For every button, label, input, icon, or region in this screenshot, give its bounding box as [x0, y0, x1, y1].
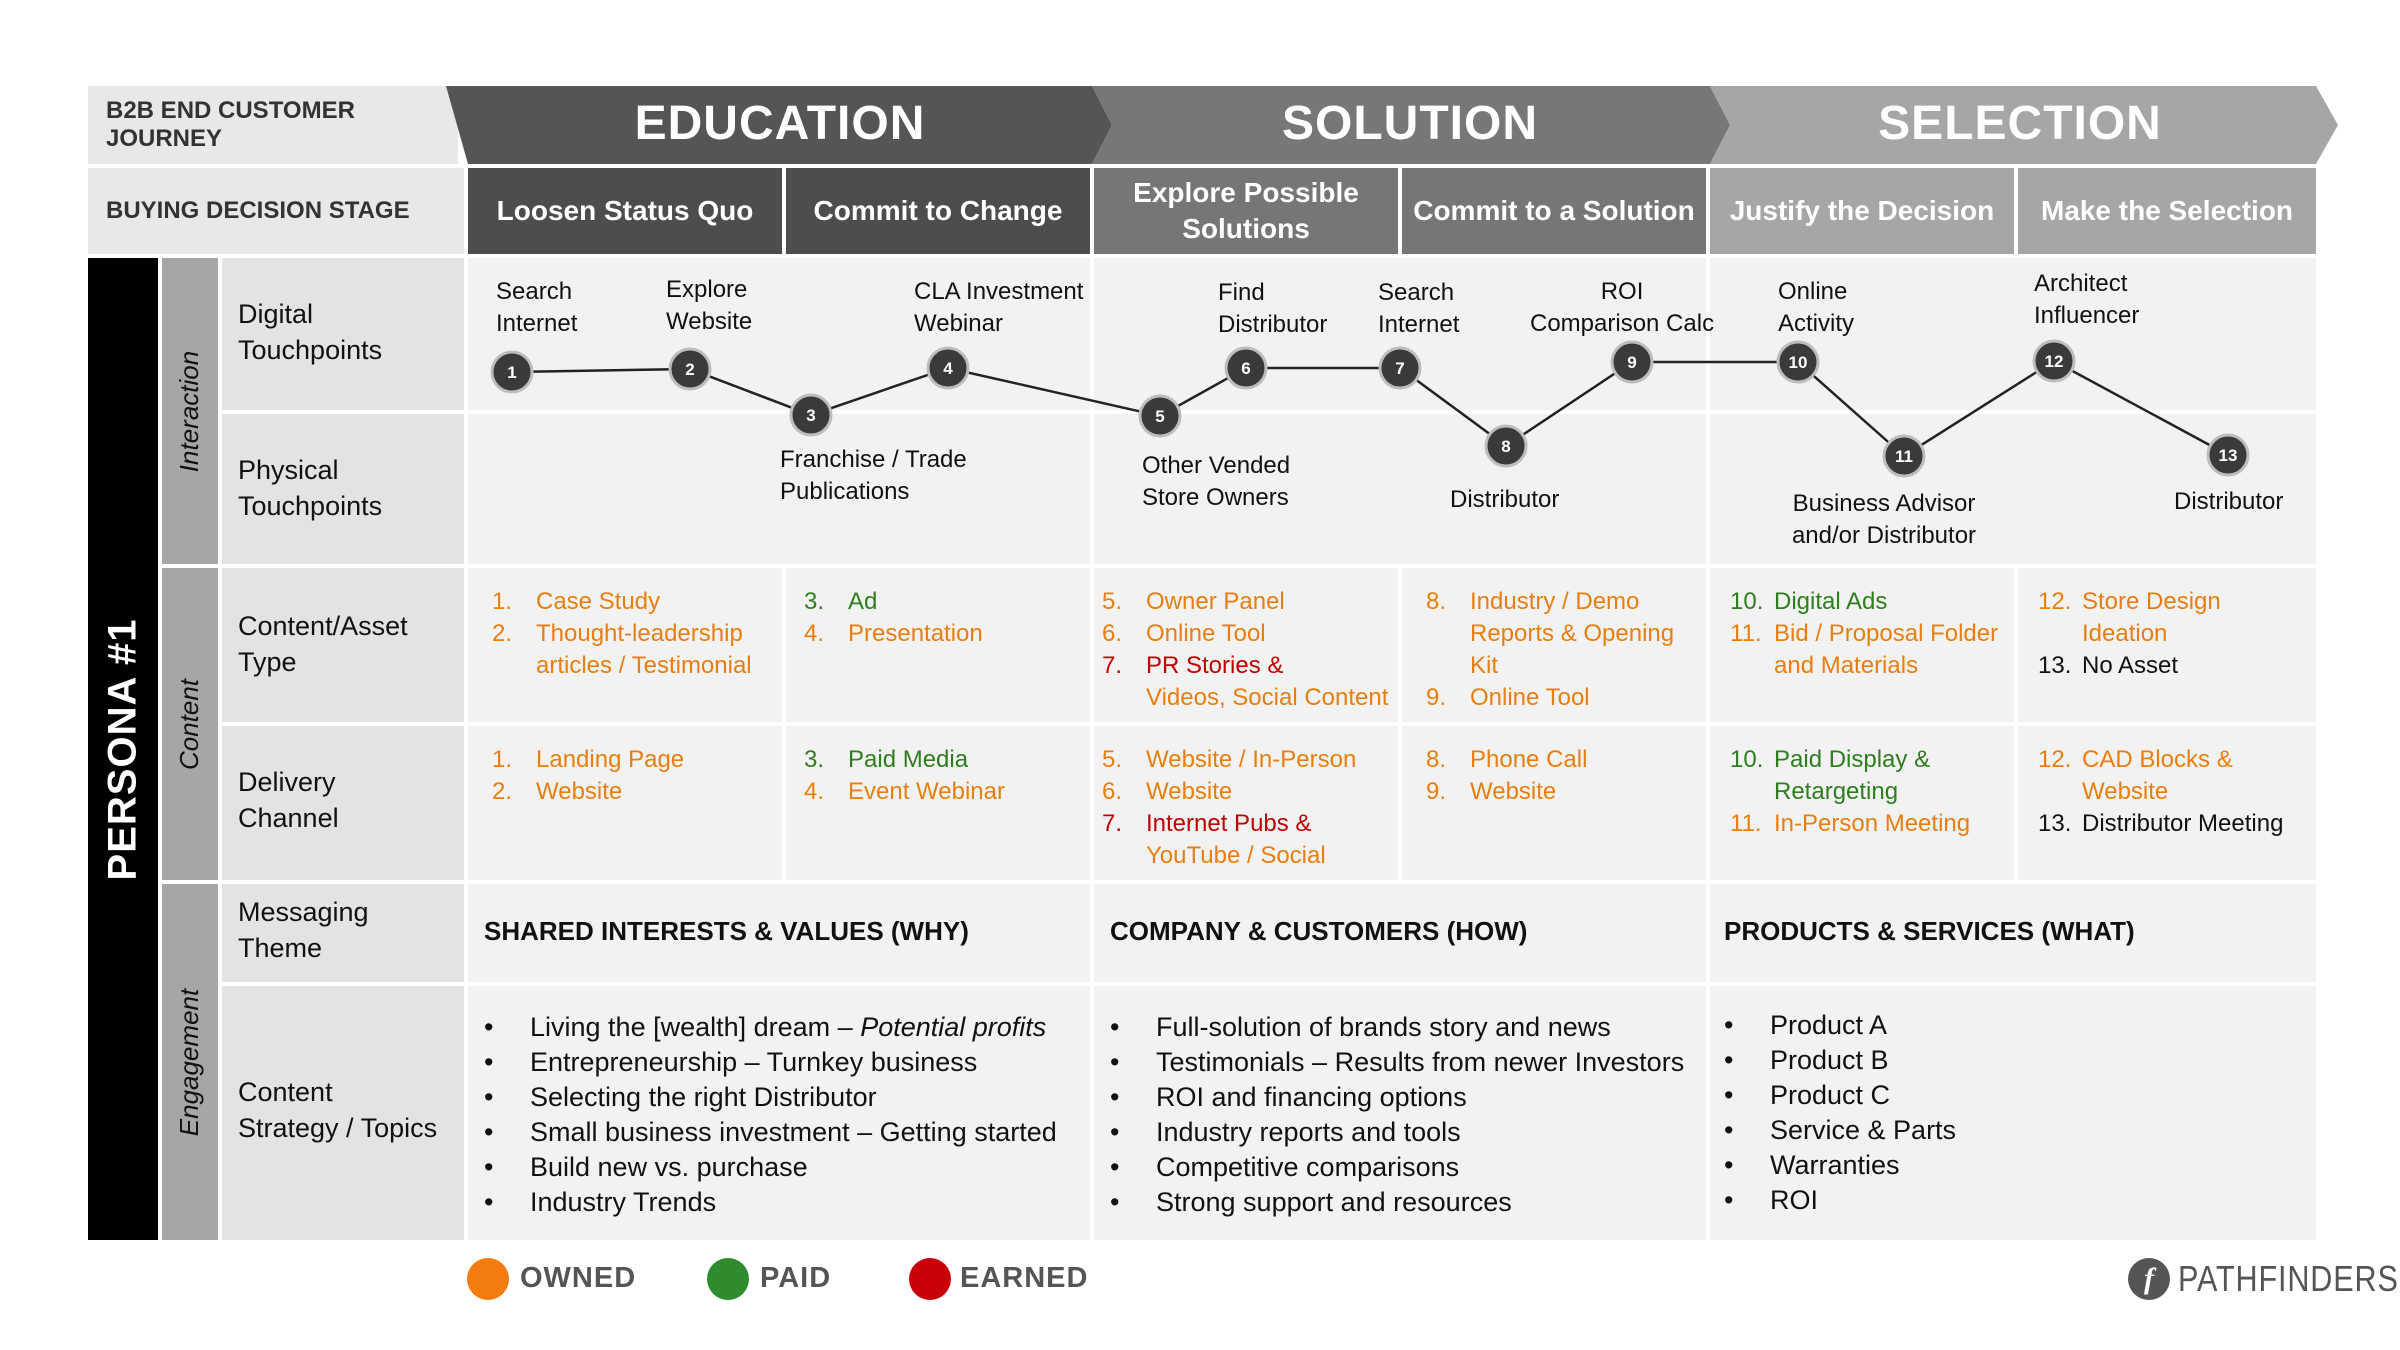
list-item: 3. Ad [804, 588, 878, 615]
touchpoint-number-11: 11 [1895, 447, 1913, 466]
list-item: 12. Store Design Ideation [2038, 588, 2221, 647]
list-item: • Competitive comparisons [1110, 1150, 1706, 1185]
list-item: • Small business investment – Getting started [484, 1115, 1084, 1150]
list-item: • Living the [wealth] dream – Potential profits [484, 1010, 1084, 1045]
touchpoint-number-4: 4 [943, 359, 953, 378]
phase-selection: SELECTION [1878, 97, 2162, 150]
legend-paid-dot [707, 1258, 749, 1300]
phase-solution: SOLUTION [1282, 97, 1538, 150]
list-item: 13. No Asset [2038, 652, 2179, 679]
touchpoint-number-12: 12 [2044, 352, 2064, 371]
list-item: 4. Event Webinar [804, 778, 1005, 805]
stage-commit-to-change: Commit to Change [786, 168, 1090, 254]
content-type-list-5 [1730, 586, 2018, 682]
list-item: 8. Phone Call [1426, 746, 1588, 773]
stage-justify-decision: Justify the Decision [1710, 168, 2014, 254]
stage-loosen-status-quo: Loosen Status Quo [468, 168, 782, 254]
list-item: • Entrepreneurship – Turnkey business [484, 1045, 1084, 1080]
stage-make-selection: Make the Selection [2018, 168, 2316, 254]
touchpoint-label-1: Search Internet [496, 278, 578, 337]
list-item: 2. Thought-leadership articles / Testimonial [492, 620, 752, 679]
touchpoint-number-7: 7 [1395, 359, 1405, 378]
list-item: 6. Website [1102, 778, 1233, 805]
pathfinders-logo-icon: f [2128, 1258, 2170, 1300]
list-item: 1. Case Study [492, 588, 661, 615]
list-item: 10. Paid Display & Retargeting [1730, 746, 1931, 805]
touchpoint-label-7: Search Internet [1378, 279, 1460, 338]
content-type-list-1 [492, 586, 778, 682]
delivery-list-4 [1426, 744, 1706, 808]
stage-commit-to-solution: Commit to a Solution [1402, 168, 1706, 254]
list-item: 9. Online Tool [1426, 684, 1590, 711]
list-item: • Warranties [1724, 1148, 2314, 1183]
list-item: 6. Online Tool [1102, 620, 1266, 647]
legend-owned-label: OWNED [520, 1262, 637, 1294]
phase-education: EDUCATION [634, 97, 926, 150]
delivery-list-5 [1730, 744, 2018, 840]
touchpoint-line [512, 361, 2228, 456]
row-label-physical: Physical Touchpoints [238, 455, 383, 521]
list-item: • Selecting the right Distributor [484, 1080, 1084, 1115]
list-item: 12. CAD Blocks & Website [2038, 746, 2233, 805]
touchpoint-number-2: 2 [685, 360, 695, 379]
touchpoint-number-8: 8 [1501, 437, 1511, 456]
list-item: 3. Paid Media [804, 746, 969, 773]
list-item: 13. Distributor Meeting [2038, 810, 2284, 837]
stage-label: BUYING DECISION STAGE [88, 168, 464, 254]
list-item: • ROI [1724, 1183, 2314, 1218]
legend-paid-label: PAID [760, 1262, 832, 1294]
delivery-list-2 [804, 744, 1084, 808]
group-engagement-label: Engagement [174, 988, 205, 1136]
strategy-list-education [484, 1010, 1084, 1220]
touchpoint-number-10: 10 [1788, 353, 1808, 372]
list-item: • Product C [1724, 1078, 2314, 1113]
touchpoint-label-12: Architect Influencer [2034, 270, 2140, 329]
list-item: • Full-solution of brands story and news [1110, 1010, 1706, 1045]
row-label-content-type: Content/Asset Type [238, 611, 408, 677]
list-item: • Product A [1724, 1008, 2314, 1043]
list-item: 11. In-Person Meeting [1730, 810, 1971, 837]
list-item: • Product B [1724, 1043, 2314, 1078]
row-label-delivery: Delivery Channel [238, 767, 339, 833]
list-item: 4. Presentation [804, 620, 983, 647]
list-item: • Industry Trends [484, 1185, 1084, 1220]
persona-label: PERSONA #1 [100, 618, 145, 880]
touchpoint-label-10: Online Activity [1778, 278, 1855, 337]
list-item: 7. Internet Pubs & YouTube / Social [1102, 810, 1326, 869]
legend-owned-dot [467, 1258, 509, 1300]
row-label-digital: Digital Touchpoints [238, 299, 383, 365]
row-label-messaging: Messaging Theme [238, 897, 369, 963]
list-item: 8. Industry / Demo Reports & Opening Kit [1426, 588, 1675, 679]
list-item: • Build new vs. purchase [484, 1150, 1084, 1185]
touchpoint-label-5: Other Vended Store Owners [1142, 452, 1291, 511]
strategy-list-solution [1110, 1010, 1706, 1220]
touchpoint-number-3: 3 [806, 406, 816, 425]
touchpoint-label-2: Explore Website [666, 276, 753, 335]
delivery-list-1 [492, 744, 778, 808]
list-item: 1. Landing Page [492, 746, 685, 773]
touchpoint-label-11: Business Advisor and/or Distributor [1791, 490, 1977, 549]
messaging-theme-what: PRODUCTS & SERVICES (WHAT) [1724, 916, 2135, 946]
touchpoint-label-6: Find Distributor [1218, 279, 1328, 338]
content-type-list-4 [1426, 586, 1706, 714]
touchpoint-label-9: ROI Comparison Calc [1530, 278, 1715, 337]
list-item: • Testimonials – Results from newer Investors [1110, 1045, 1706, 1080]
legend-earned-label: EARNED [960, 1262, 1089, 1294]
list-item: • Service & Parts [1724, 1113, 2314, 1148]
content-type-list-3 [1102, 586, 1398, 714]
touchpoint-label-13: Distributor [2174, 488, 2284, 515]
stage-explore-solutions: Explore Possible Solutions [1094, 168, 1398, 254]
list-item: 5. Website / In-Person [1102, 746, 1357, 773]
touchpoint-number-6: 6 [1241, 359, 1251, 378]
touchpoint-label-8: Distributor [1450, 486, 1560, 513]
journey-label: B2B END CUSTOMER JOURNEY [88, 86, 458, 164]
list-item: 9. Website [1426, 778, 1557, 805]
list-item: • Strong support and resources [1110, 1185, 1706, 1220]
list-item: 10. Digital Ads [1730, 588, 1888, 615]
italic-phrase: Potential profits [860, 1012, 1047, 1042]
list-item: 2. Website [492, 778, 623, 805]
legend-earned-dot [909, 1258, 951, 1300]
list-item: • Industry reports and tools [1110, 1115, 1706, 1150]
list-item: 11. Bid / Proposal Folder and Materials [1730, 620, 1999, 679]
touchpoint-label-4: CLA Investment Webinar [914, 278, 1084, 337]
delivery-list-6 [2038, 744, 2316, 840]
touchpoint-number-9: 9 [1627, 353, 1637, 372]
group-interaction-label: Interaction [174, 350, 205, 472]
touchpoint-number-5: 5 [1155, 407, 1165, 426]
strategy-list-selection [1724, 1008, 2314, 1218]
list-item: • ROI and financing options [1110, 1080, 1706, 1115]
list-item: 7. PR Stories & Videos, Social Content [1102, 652, 1389, 711]
group-content-label: Content [174, 678, 205, 770]
touchpoint-number-1: 1 [507, 363, 517, 382]
brand-name: PATHFINDERS [2178, 1258, 2399, 1299]
row-label-strategy: Content Strategy / Topics [238, 1077, 438, 1143]
list-item: 5. Owner Panel [1102, 588, 1285, 615]
delivery-list-3 [1102, 744, 1398, 872]
content-type-list-2 [804, 586, 1084, 650]
content-type-list-6 [2038, 586, 2316, 682]
touchpoint-number-13: 13 [2218, 446, 2238, 465]
touchpoint-label-3: Franchise / Trade Publications [780, 446, 967, 505]
messaging-theme-how: COMPANY & CUSTOMERS (HOW) [1110, 916, 1528, 946]
messaging-theme-why: SHARED INTERESTS & VALUES (WHY) [484, 916, 969, 946]
